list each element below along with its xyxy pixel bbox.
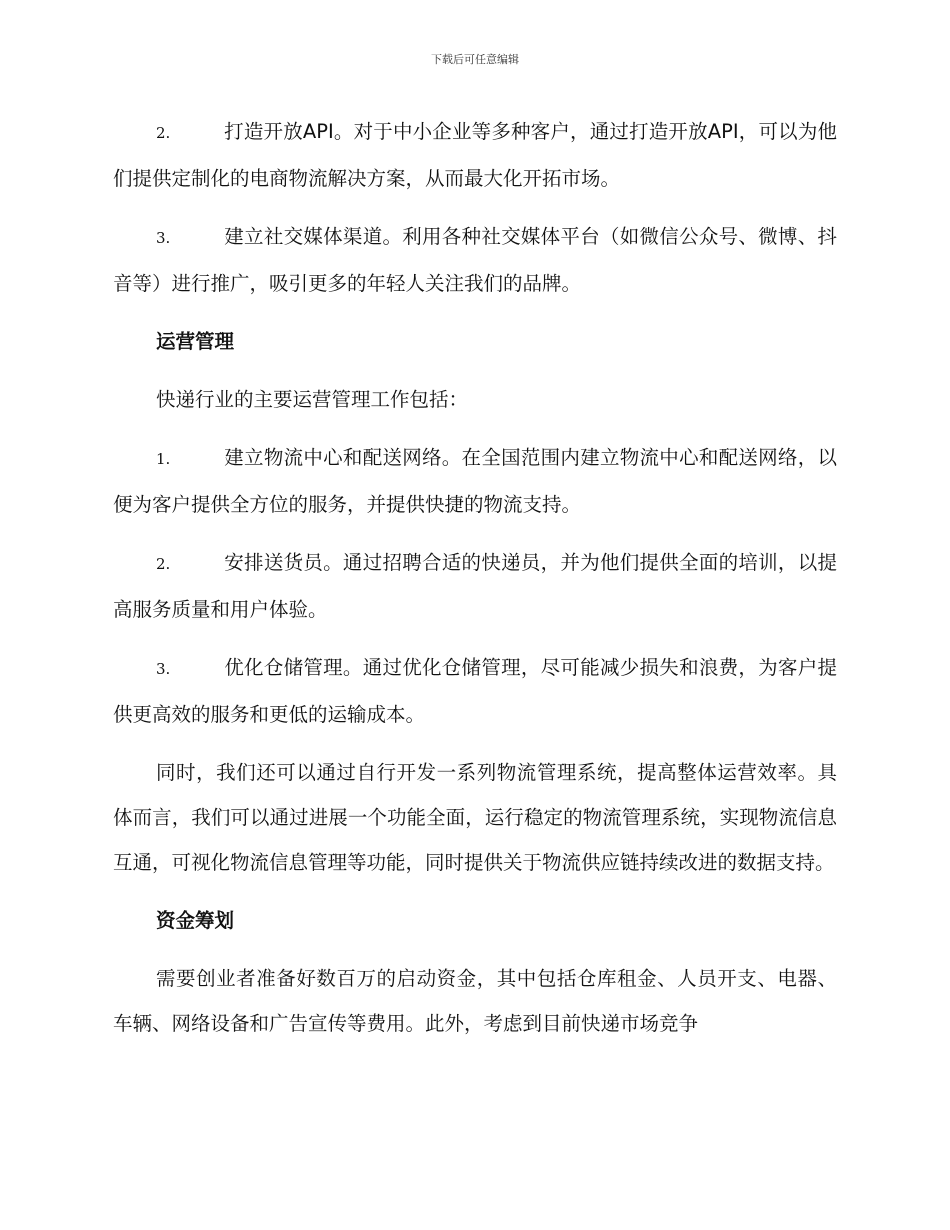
list-item [113,540,837,632]
page-header: 下载后可任意编辑 [431,53,519,66]
section-heading-operations: 运营管理 [156,330,235,353]
list-number: 2. [156,555,171,573]
summary-paragraph: 同时，我们还可以通过自行开发一系列物流管理系统，提高整体运营效率。具体而言，我们可以通过进展一个功能全面，运行稳定的物流管理系统，实现物流信息互通，可视化物流信息管理等功能，同时提供关于物流供应链持续改进的数据支持。 [113,761,837,874]
list-item [113,645,837,737]
list-item-text: 安排送货员。通过招聘合适的快递员，并为他们提供全面的培训，以提高服务质量和用户体验。 [113,551,837,621]
list-item-text: 建立社交媒体渠道。利用各种社交媒体平台（如微信公众号、微博、抖音等）进行推广，吸引更多的年轻人关注我们的品牌。 [113,225,837,295]
list-item [113,214,837,306]
list-number: 3. [156,660,171,678]
list-number: 2. [156,124,171,142]
list-item-text: 优化仓储管理。通过优化仓储管理，尽可能减少损失和浪费，为客户提供更高效的服务和更低的运输成本。 [113,656,837,726]
funding-paragraph: 需要创业者准备好数百万的启动资金，其中包括仓库租金、人员开支、电器、车辆、网络设备和广告宣传等费用。此外，考虑到目前快递市场竞争 [113,967,837,1035]
list-item [113,435,837,527]
list-item [113,109,837,201]
list-item-text: 建立物流中心和配送网络。在全国范围内建立物流中心和配送网络，以便为客户提供全方位的服务，并提供快捷的物流支持。 [113,446,837,516]
list-item-text: 打造开放API。对于中小企业等多种客户，通过打造开放API，可以为他们提供定制化的电商物流解决方案，从而最大化开拓市场。 [113,120,837,190]
list-number: 1. [156,450,171,468]
section-heading-funding: 资金筹划 [156,909,235,932]
document-body [113,109,837,1059]
section-intro: 快递行业的主要运营管理工作包括： [156,388,469,411]
list-number: 3. [156,229,171,247]
